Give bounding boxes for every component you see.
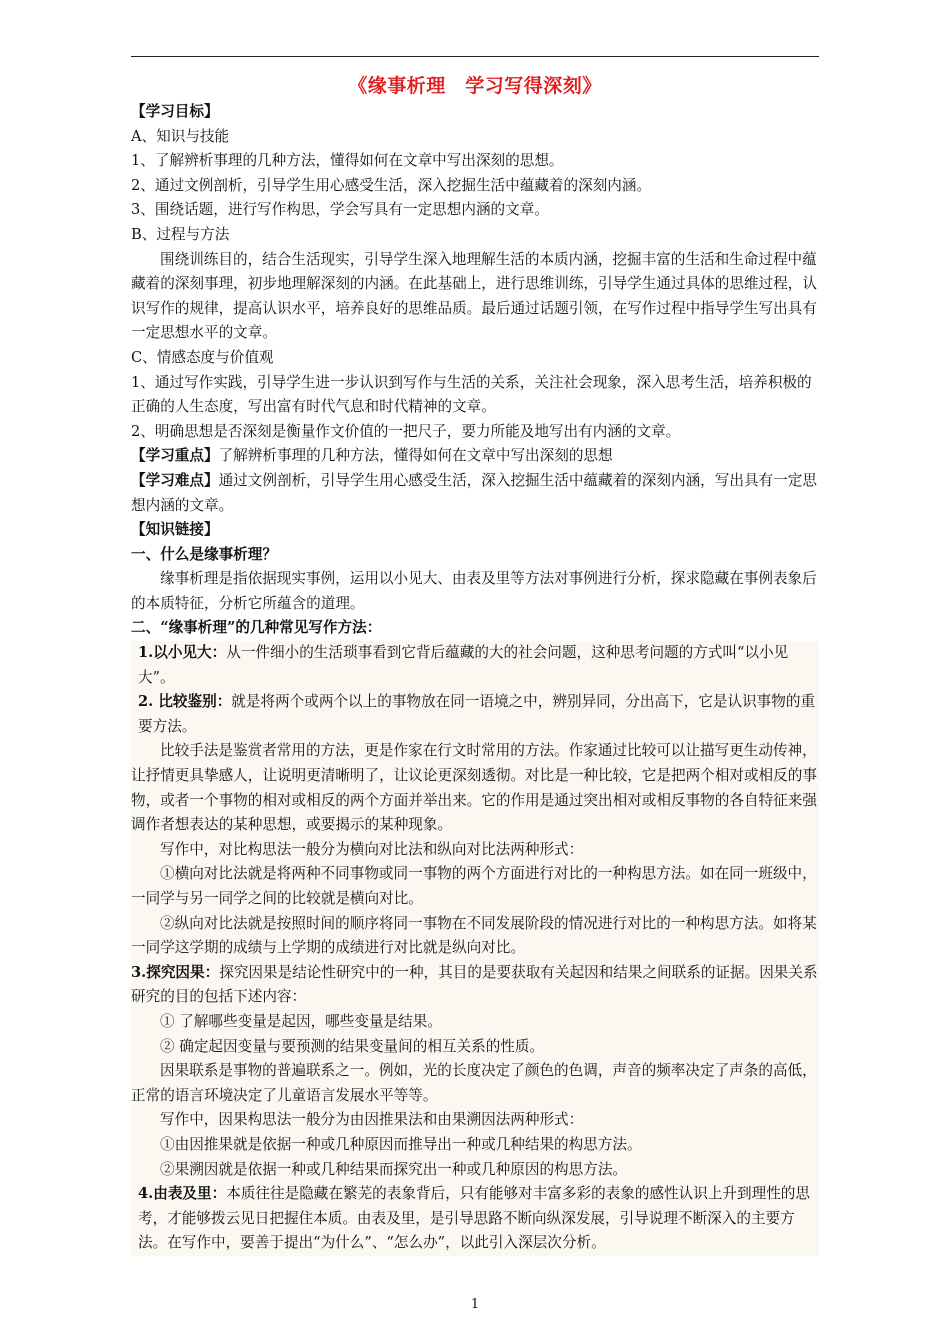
paragraph: ① 了解哪些变量是起因，哪些变量是结果。 <box>160 1012 442 1030</box>
paragraph: ②纵向对比法就是按照时间的顺序将同一事物在不同发展阶段的情况进行对比的一种构思方法。如将某一同学这学期的成绩与上学期的成绩进行对比就是纵向对比。 <box>131 914 817 957</box>
paragraph: 围绕训练目的，结合生活现实，引导学生深入地理解生活的本质内涵，挖掘丰富的生活和生命过程中蕴藏着的深刻事理，初步地理解深刻的内涵。在此基础上，进行思维训练，引导学生通过具体的思维过程，认识写作的规律，提高认识水平，培养良好的思维品质。最后通过话题引领，在写作过程中指导学生写出具有一定思想水平的文章。 <box>131 250 817 342</box>
method-1-label: 1.以小见大： <box>138 644 227 662</box>
paragraph: 因果联系是事物的普遍联系之一。例如，光的长度决定了颜色的色调，声音的频率决定了声条的高低，正常的语言环境决定了儿童语言发展水平等等。 <box>131 1062 817 1104</box>
method-4-label: 4.由表及里： <box>138 1185 227 1203</box>
question-2-heading: 二、“缘事析理”的几种常见写作方法： <box>131 619 382 637</box>
method-3 <box>131 961 819 1010</box>
paragraph: 比较手法是鉴赏者常用的方法，更是作家在行文时常用的方法。作家通过比较可以让描写更生动传神，让抒情更具挚感人，让说明更清晰明了，让议论更深刻透彻。对比是一种比较，它是把两个相对或相反的事物，或者一个事物的相对或相反的两个方面并举出来。它的作用是通过突出相对或相反事物的各自特征来强调作者想表达的某种思想，或要揭示的某种现象。 <box>131 742 817 834</box>
goal-item: 2、通过文例剖析，引导学生用心感受生活，深入挖掘生活中蕴藏着的深刻内涵。 <box>131 176 652 194</box>
key-point-text: 了解辨析事理的几种方法，懂得如何在文章中写出深刻的思想 <box>218 447 613 465</box>
goal-item: 3、围绕话题，进行写作构思，学会写具有一定思想内涵的文章。 <box>131 201 549 219</box>
section-goals-heading: 【学习目标】 <box>131 103 219 120</box>
difficulty <box>131 469 819 518</box>
subsection-c-heading: C、情感态度与价值观 <box>131 348 274 366</box>
goal-item: 2、明确思想是否深刻是衡量作文价值的一把尺子，要力所能及地写出有内涵的文章。 <box>131 422 681 440</box>
method-1-text: 从一件细小的生活琐事看到它背后蕴藏的大的社会问题，这种思考问题的方式叫“以小见大”。 <box>138 644 789 686</box>
difficulty-label: 【学习难点】 <box>131 471 219 489</box>
methods-block <box>131 641 819 1256</box>
knowledge-link-heading: 【知识链接】 <box>131 521 219 539</box>
method-4-text: 本质往往是隐藏在繁芜的表象背后，只有能够对丰富多彩的表象的感性认识上升到理性的思考，才能够拨云见日把握住本质。由表及里，是引导思路不断向纵深发展，引导说理不断深入的主要方法。在写作中，要善于提出“为什么”、“怎么办”，以此引入深层次分析。 <box>138 1185 810 1252</box>
paragraph: ①由因推果就是依据一种或几种原因而推导出一种或几种结果的构思方法。 <box>160 1135 642 1153</box>
goal-item: 1、通过写作实践，引导学生进一步认识到写作与生活的关系，关注社会现象，深入思考生活，培养积极的正确的人生态度，写出富有时代气息和时代精神的文章。 <box>131 373 812 416</box>
method-3-text: 探究因果是结论性研究中的一种，其目的是要获取有关起因和结果之间联系的证据。因果关系研究的目的包括下述内容： <box>131 963 818 1006</box>
header-rule <box>131 56 819 57</box>
paragraph: ② 确定起因变量与要预测的结果变量间的相互关系的性质。 <box>160 1037 545 1055</box>
method-4 <box>131 1182 819 1256</box>
method-1 <box>131 641 819 690</box>
document-body <box>131 100 819 1256</box>
key-point <box>131 444 819 469</box>
page-number: 1 <box>470 1297 480 1312</box>
method-2 <box>131 690 819 739</box>
paragraph: 写作中，因果构思法一般分为由因推果法和由果溯因法两种形式： <box>160 1111 584 1129</box>
goal-item: 1、了解辨析事理的几种方法，懂得如何在文章中写出深刻的思想。 <box>131 152 564 170</box>
method-3-label: 3.探究因果： <box>131 963 220 981</box>
method-2-label: 2. 比较鉴别： <box>138 693 232 711</box>
paragraph: ②果溯因就是依据一种或几种结果而探究出一种或几种原因的构思方法。 <box>160 1160 628 1178</box>
difficulty-text: 通过文例剖析，引导学生用心感受生活，深入挖掘生活中蕴藏着的深刻内涵，写出具有一定思想内涵的文章。 <box>131 471 817 514</box>
subsection-b-heading: B、过程与方法 <box>131 225 230 243</box>
paragraph: 写作中，对比构思法一般分为横向对比法和纵向对比法两种形式： <box>160 840 584 858</box>
method-2-text: 就是将两个或两个以上的事物放在同一语境之中，辨别异同，分出高下，它是认识事物的重要方法。 <box>138 693 816 735</box>
subsection-a-heading: A、知识与技能 <box>131 127 230 145</box>
question-1-heading: 一、什么是缘事析理？ <box>131 545 277 563</box>
paragraph: ①横向对比法就是将两种不同事物或同一事物的两个方面进行对比的一种构思方法。如在同一班级中，一同学与另一同学之间的比较就是横向对比。 <box>131 865 817 907</box>
paragraph: 缘事析理是指依据现实事例，运用以小见大、由表及里等方法对事例进行分析，探求隐藏在事例表象后的本质特征，分析它所蕴含的道理。 <box>131 570 817 612</box>
document-title: 《缘事析理 学习写得深刻》 <box>348 75 602 97</box>
key-point-label: 【学习重点】 <box>131 447 219 465</box>
